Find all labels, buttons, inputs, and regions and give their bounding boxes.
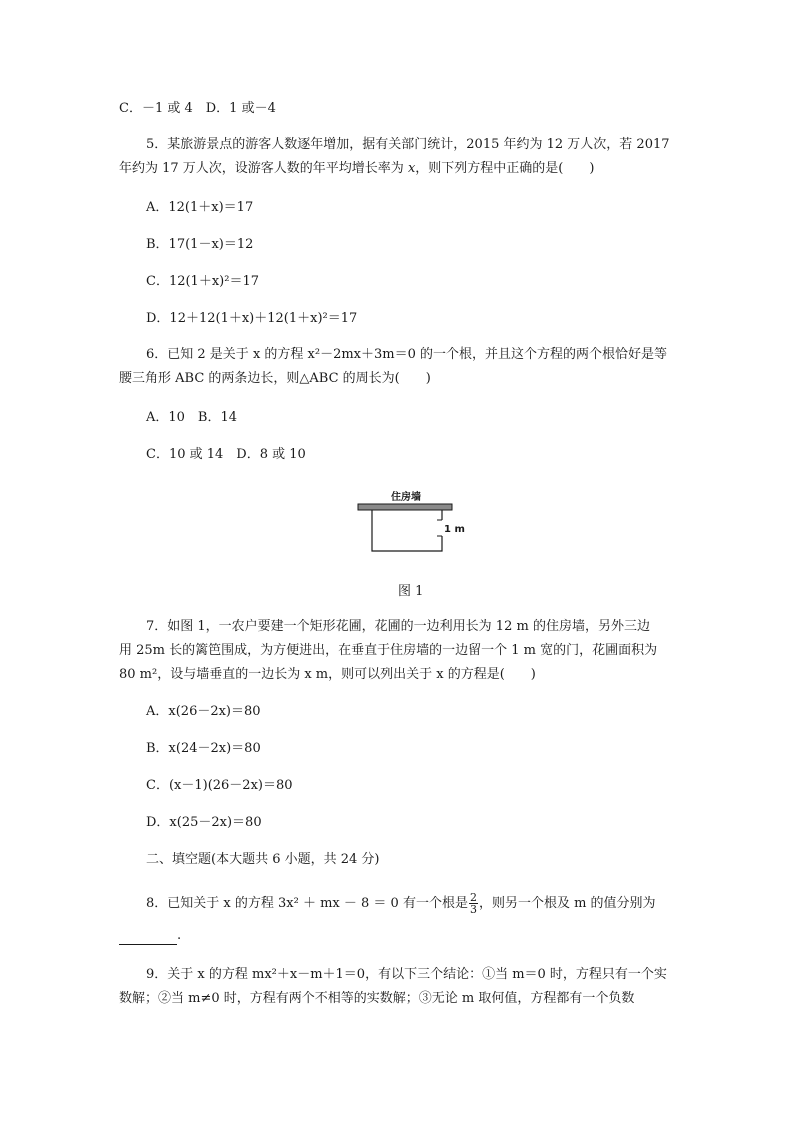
q9-stem-line2: 数解；②当 m≠0 时，方程有两个不相等的实数解；③无论 m 取何值，方程都有一个负数 xyxy=(119,991,635,1006)
q7-option-a: A．x(26－2x)＝80 xyxy=(146,704,261,719)
q6-options-cd: C．10 或 14 D．8 或 10 xyxy=(146,447,306,462)
q8-answer-line xyxy=(119,927,181,945)
figure-1-diagram xyxy=(350,486,465,556)
q8-stem-text-a: 8．已知关于 x 的方程 3x² ＋ mx － 8 ＝ 0 有一个根是 xyxy=(146,896,468,911)
q5-stem-line1: 5．某旅游景点的游客人数逐年增加，据有关部门统计，2015 年约为 12 万人次，若 2017 xyxy=(146,137,670,152)
q5-option-b: B．17(1－x)＝12 xyxy=(146,237,254,252)
q8-fraction-numerator: 2 xyxy=(469,891,477,904)
q7-option-d: D．x(25－2x)＝80 xyxy=(146,815,262,830)
q8-fraction-denominator: 3 xyxy=(469,903,477,916)
q4-options-cd: C．－1 或 4 D．1 或－4 xyxy=(119,101,276,116)
q7-option-c: C．(x－1)(26－2x)＝80 xyxy=(146,778,293,793)
house-wall xyxy=(358,504,452,510)
q7-stem-line1: 7．如图 1，一农户要建一个矩形花圃，花圃的一边利用长为 12 m 的住房墙，另外三边 xyxy=(146,619,650,634)
q8-stem-text-b: ，则另一个根及 m 的值分别为 xyxy=(478,896,656,911)
q9-stem-line1: 9．关于 x 的方程 mx²＋x－m＋1＝0，有以下三个结论：①当 m＝0 时，方程只有一个实 xyxy=(146,967,667,982)
garden-diagram xyxy=(350,486,465,556)
fence-outline xyxy=(372,510,442,551)
q7-stem-line2: 用 25m 长的篱笆围成，为方便进出，在垂直于住房墙的一边留一个 1 m 宽的门，花圃面积为 xyxy=(119,643,658,658)
q5-option-d: D．12＋12(1＋x)＋12(1＋x)²＝17 xyxy=(146,311,358,326)
q5-variable: x xyxy=(407,161,416,176)
wall-label: 住房墙 xyxy=(391,492,421,503)
q7-option-b: B．x(24－2x)＝80 xyxy=(146,741,261,756)
q8-stem-line1 xyxy=(146,892,656,915)
figure-1-caption: 图 1 xyxy=(398,584,424,599)
q5-option-a: A．12(1＋x)＝17 xyxy=(146,200,254,215)
q6-stem-line2: 腰三角形 ABC 的两条边长，则△ABC 的周长为( ) xyxy=(119,371,431,386)
section-2-heading: 二、填空题(本大题共 6 小题，共 24 分) xyxy=(146,852,380,867)
q6-stem-line1: 6．已知 2 是关于 x 的方程 x²－2mx＋3m＝0 的一个根，并且这个方程的两个根恰好是等 xyxy=(146,347,668,362)
q5-stem-text-a: 年约为 17 万人次，设游客人数的年平均增长率为 xyxy=(119,161,408,176)
q7-stem-line3: 80 m²，设与墙垂直的一边长为 x m，则可以列出关于 x 的方程是( ) xyxy=(119,667,536,682)
q5-stem-text-b: ，则下列方程中正确的是( ) xyxy=(415,161,595,176)
q8-tail: . xyxy=(177,928,182,943)
q8-answer-blank[interactable] xyxy=(119,930,177,945)
q5-stem-line2 xyxy=(119,160,594,178)
q5-option-c: C．12(1＋x)²＝17 xyxy=(146,274,259,289)
q6-options-ab: A．10 B．14 xyxy=(146,410,238,425)
q8-fraction xyxy=(469,892,478,915)
door-gap-label: 1 m xyxy=(444,524,465,535)
